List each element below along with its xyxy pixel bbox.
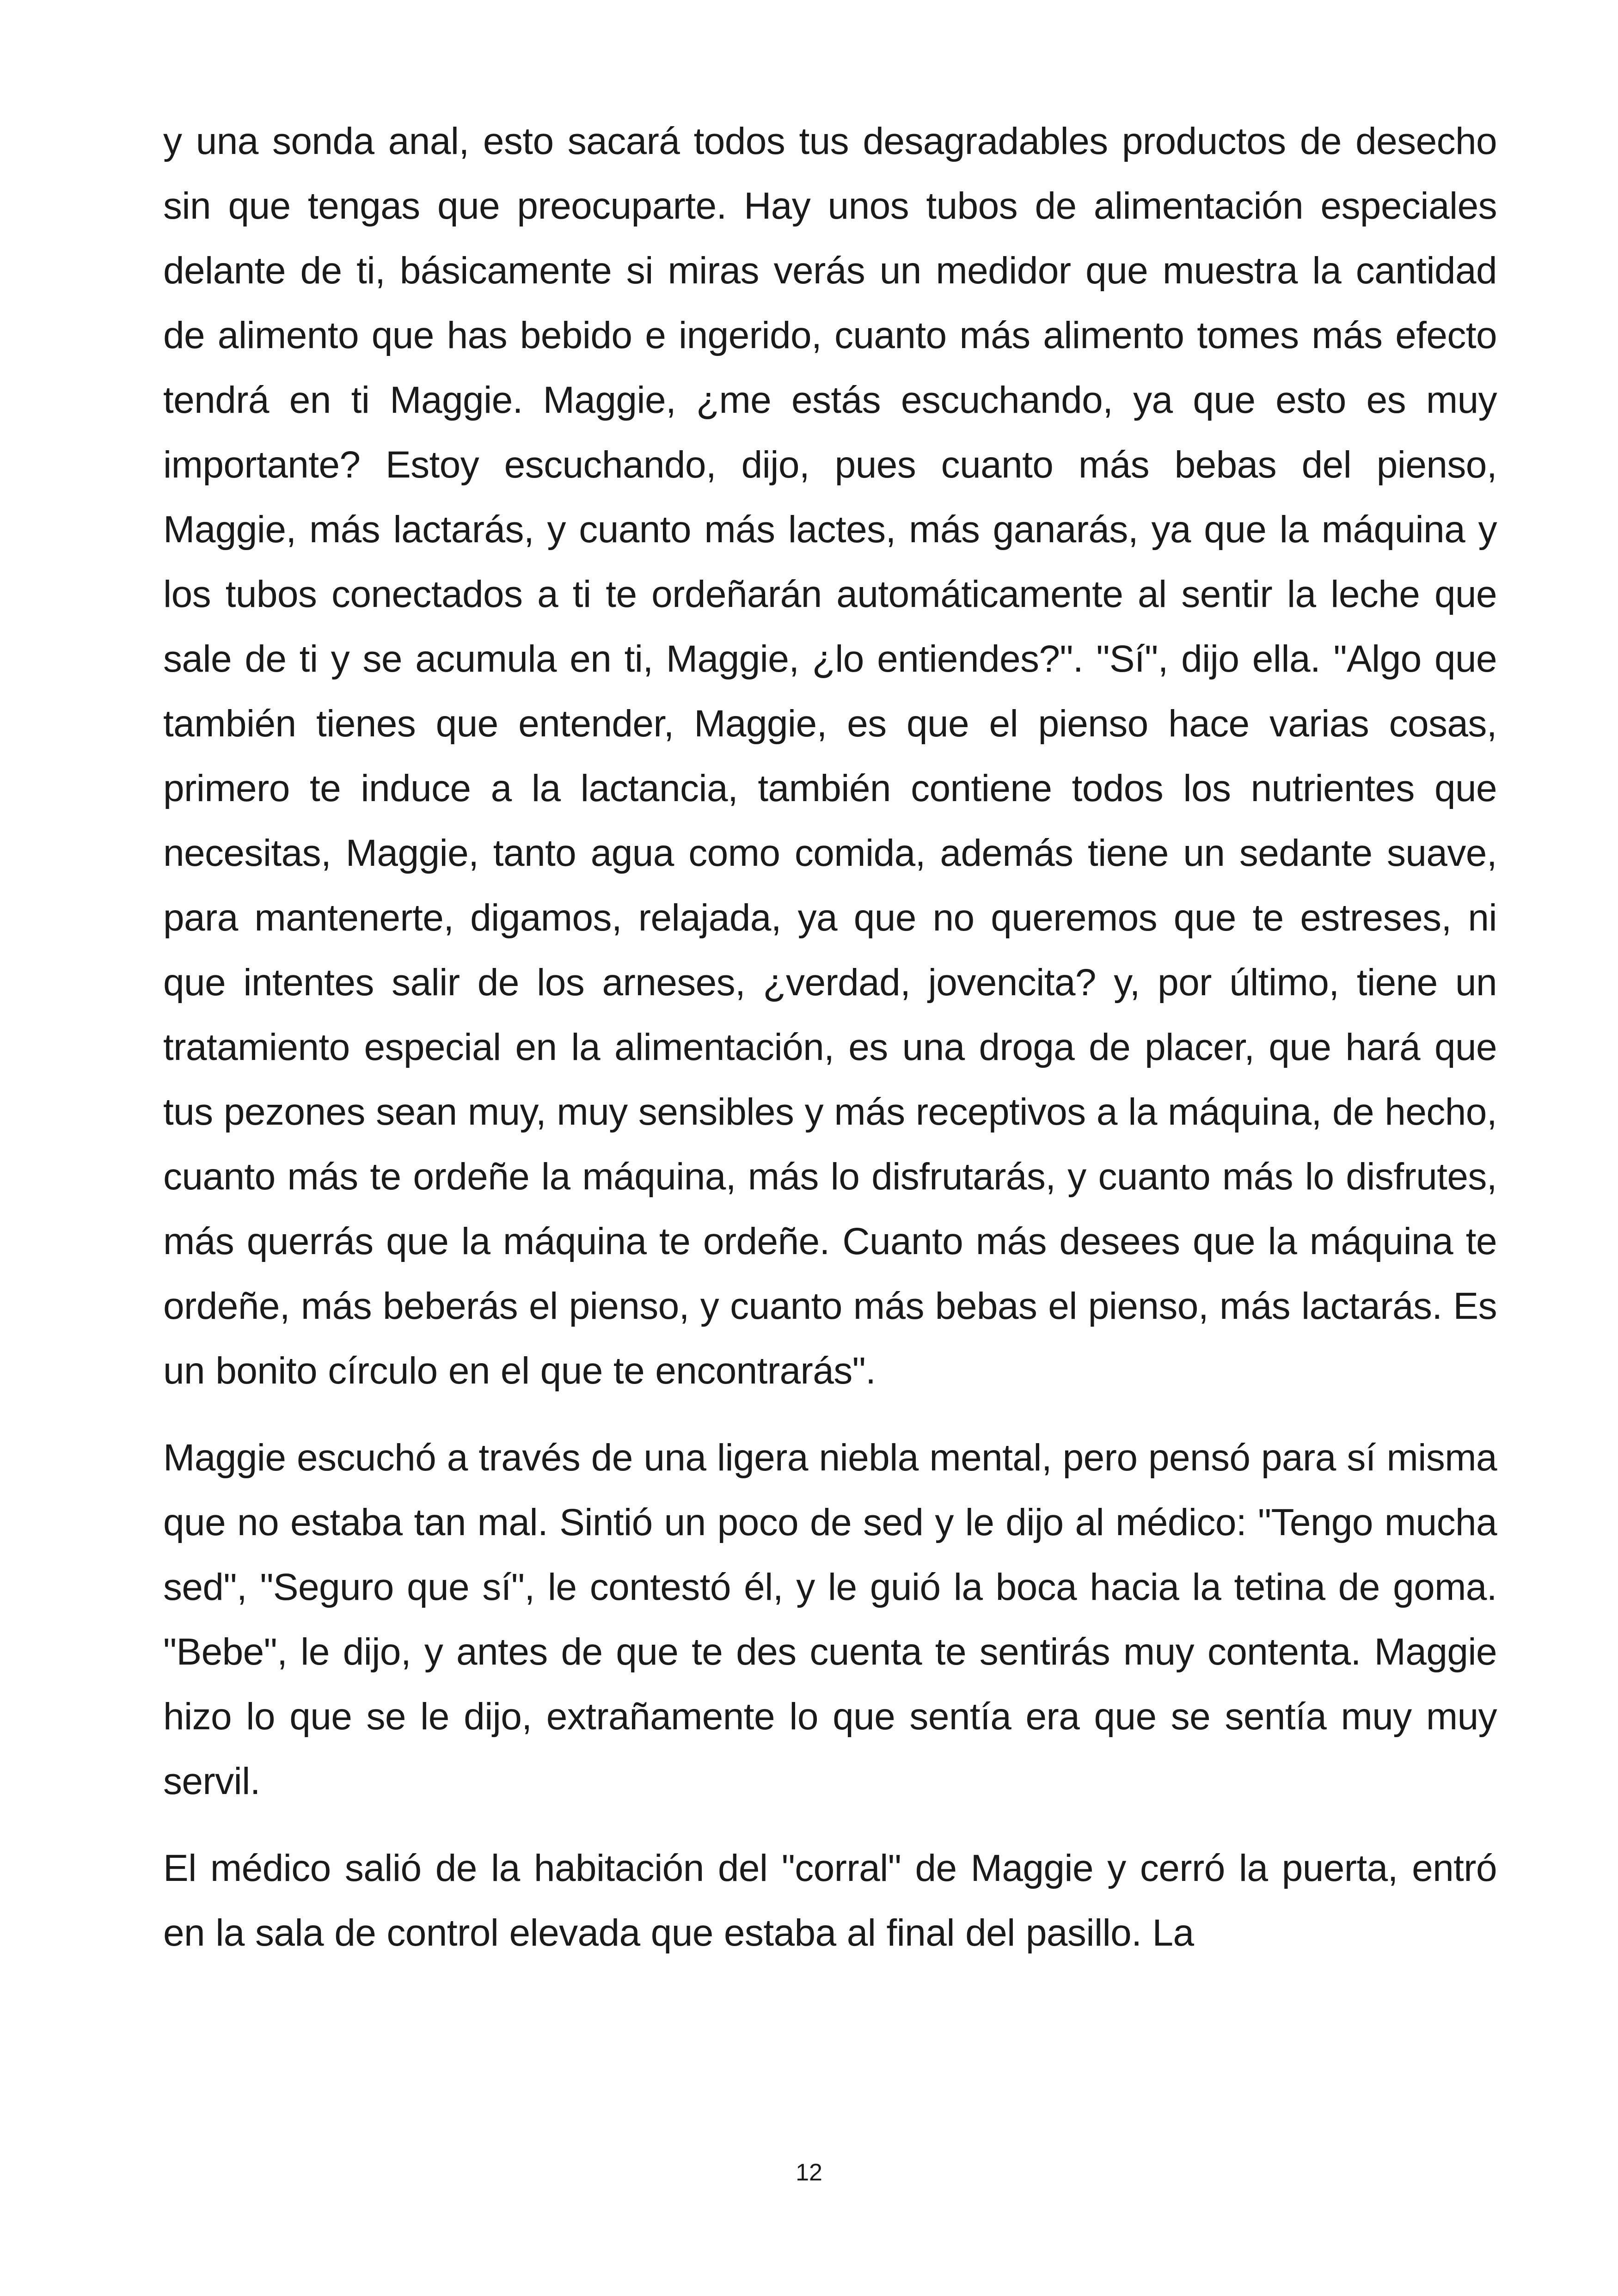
- paragraph-1: y una sonda anal, esto sacará todos tus desagradables productos de desecho sin que tengas que preocuparte. Hay unos tubos de alimentación especiales delante de ti, básicamente si miras verás un medidor que muestra la cantidad de alimento que has bebido e ingerido, cuanto más alimento tomes más efecto tendrá en ti Maggie. Maggie, ¿me estás escuchando, ya que esto es muy importante? Estoy escuchando, dijo, pues cuanto más bebas del pienso, Maggie, más lactarás, y cuanto más lactes, más ganarás, ya que la máquina y los tubos conectados a ti te ordeñarán automáticamente al sentir la leche que sale de ti y se acumula en ti, Maggie, ¿lo entiendes?". "Sí", dijo ella. "Algo que también tienes que entender, Maggie, es que el pienso hace varias cosas, primero te induce a la lactancia, también contiene todos los nutrientes que necesitas, Maggie, tanto agua como comida, además tiene un sedante suave, para mantenerte, digamos, relajada, ya que no queremos que te estreses, ni que intentes salir de los arneses, ¿verdad, jovencita? y, por último, tiene un tratamiento especial en la alimentación, es una droga de placer, que hará que tus pezones sean muy, muy sensibles y más receptivos a la máquina, de hecho, cuanto más te ordeñe la máquina, más lo disfrutarás, y cuanto más lo disfrutes, más querrás que la máquina te ordeñe. Cuanto más desees que la máquina te ordeñe, más beberás el pienso, y cuanto más bebas el pienso, más lactarás. Es un bonito círculo en el que te encontrarás".: [163, 120, 1497, 1392]
- page-body: [163, 109, 1497, 1965]
- paragraph-2: Maggie escuchó a través de una ligera niebla mental, pero pensó para sí misma que no estaba tan mal. Sintió un poco de sed y le dijo al médico: "Tengo mucha sed", "Seguro que sí", le contestó él, y le guió la boca hacia la tetina de goma. "Bebe", le dijo, y antes de que te des cuenta te sentirás muy contenta. Maggie hizo lo que se le dijo, extrañamente lo que sentía era que se sentía muy muy servil.: [163, 1437, 1497, 1802]
- paragraph-3: El médico salió de la habitación del "corral" de Maggie y cerró la puerta, entró en la sala de control elevada que estaba al final del pasillo. La: [163, 1847, 1497, 1954]
- page-number: 12: [796, 2159, 822, 2186]
